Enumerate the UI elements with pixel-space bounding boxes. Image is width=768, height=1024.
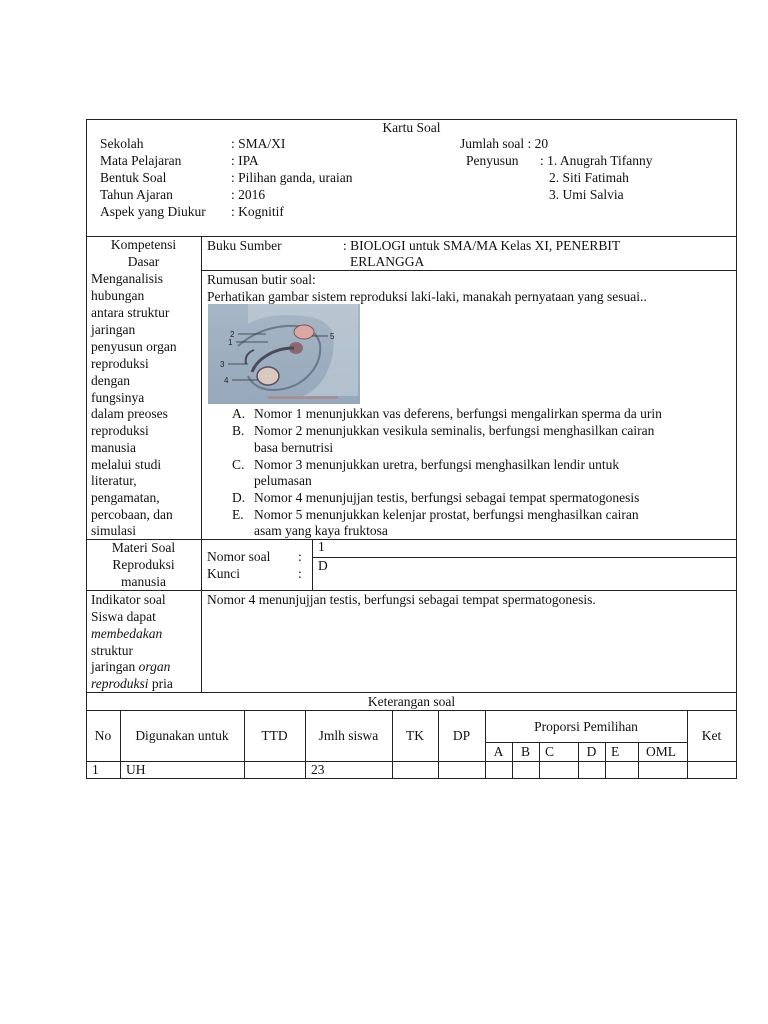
kompetensi-line: literatur, (91, 473, 137, 488)
materi-line: Materi Soal (111, 540, 176, 555)
kompetensi-line: reproduksi (91, 356, 149, 371)
indikator-line: jaringan organ (91, 659, 171, 674)
indikator-line: Indikator soal (91, 592, 166, 607)
kompetensi-line: melalui studi (91, 457, 162, 472)
sub-d: D (586, 744, 597, 759)
sub-c: C (545, 744, 555, 759)
sekolah-label: Sekolah (100, 136, 144, 151)
kompetensi-line: penyusun organ (91, 339, 177, 354)
row-digunakan: UH (126, 762, 146, 777)
sub-a: A (493, 744, 504, 759)
image-label: 5 (330, 332, 335, 341)
keterangan-title: Keterangan soal (367, 694, 456, 709)
kunci-colon: : (298, 566, 302, 581)
option-b-cont: basa bernutrisi (254, 440, 334, 455)
kunci-label: Kunci (207, 566, 240, 581)
row-no: 1 (92, 762, 99, 777)
col-ket: Ket (701, 728, 722, 743)
col-digunakan: Digunakan untuk (135, 728, 229, 743)
rumusan-label: Rumusan butir soal: (207, 272, 316, 287)
kompetensi-line: antara struktur (91, 305, 170, 320)
kompetensi-line: manusia (91, 440, 136, 455)
mapel-label: Mata Pelajaran (100, 153, 182, 168)
indikator-line: Siswa dapat (91, 609, 156, 624)
kompetensi-line: dengan (91, 373, 130, 388)
aspek-value: : Kognitif (231, 204, 284, 219)
materi-line: Reproduksi (112, 557, 175, 572)
kunci-value: D (318, 558, 328, 573)
image-label: 4 (224, 376, 229, 385)
kompetensi-line: Menganalisis (91, 271, 163, 286)
buku-label: Buku Sumber (207, 238, 282, 253)
kompetensi-line: fungsinya (91, 390, 145, 405)
question-text: Perhatikan gambar sistem reproduksi laki-laki, manakah pernyataan yang sesuai.. (207, 289, 647, 304)
image-label: 2 (230, 330, 235, 339)
buku-value-1: : BIOLOGI untuk SMA/MA Kelas XI, PENERBIT (343, 238, 621, 253)
image-label: 3 (220, 360, 225, 369)
card-title: Kartu Soal (382, 120, 441, 135)
kompetensi-line: percobaan, dan (91, 507, 173, 522)
kompetensi-line: jaringan (91, 322, 136, 337)
col-ttd: TTD (261, 728, 288, 743)
sub-e: E (611, 744, 620, 759)
kompetensi-line: pengamatan, (91, 490, 160, 505)
bentuk-value: : Pilihan ganda, uraian (231, 170, 353, 185)
option-c-cont: pelumasan (254, 473, 312, 488)
reproductive-diagram (208, 304, 360, 404)
nomor-soal-label: Nomor soal (207, 549, 271, 564)
col-tk: TK (406, 728, 424, 743)
sub-oml: OML (646, 744, 676, 759)
kompetensi-line: hubungan (91, 288, 145, 303)
col-jumlah: Jmlh siswa (318, 728, 379, 743)
nomor-soal-colon: : (298, 549, 302, 564)
indikator-text: Nomor 4 menunjujjan testis, berfungsi sebagai tempat spermatogonesis. (207, 592, 596, 607)
penyusun-3: 3. Umi Salvia (549, 187, 624, 202)
reproductive-system-image (208, 304, 360, 404)
kompetensi-line: simulasi (91, 523, 137, 538)
tahun-label: Tahun Ajaran (100, 187, 173, 202)
kompetensi-line: dalam preoses (91, 406, 168, 421)
indikator-line: reproduksi pria (91, 676, 173, 691)
mapel-value: : IPA (231, 153, 259, 168)
materi-line: manusia (121, 574, 166, 589)
col-proporsi: Proporsi Pemilihan (534, 719, 638, 734)
row-jumlah: 23 (311, 762, 325, 777)
indikator-line: struktur (91, 643, 133, 658)
option-e-cont: asam yang kaya fruktosa (254, 523, 388, 538)
aspek-label: Aspek yang Diukur (100, 204, 206, 219)
col-no: No (94, 728, 112, 743)
indikator-line: membedakan (91, 626, 163, 641)
image-label: 1 (228, 338, 233, 347)
penyusun-2: 2. Siti Fatimah (549, 170, 629, 185)
kompetensi-header-2: Dasar (127, 254, 160, 269)
bentuk-label: Bentuk Soal (100, 170, 167, 185)
buku-value-2: ERLANGGA (350, 254, 425, 269)
sub-b: B (520, 744, 530, 759)
col-dp: DP (452, 728, 471, 743)
nomor-soal-value: 1 (318, 539, 325, 554)
penyusun-label: Penyusun (466, 153, 519, 168)
kompetensi-line: reproduksi (91, 423, 149, 438)
tahun-value: : 2016 (231, 187, 266, 202)
jumlah-soal: Jumlah soal : 20 (460, 136, 549, 151)
sekolah-value: : SMA/XI (231, 136, 286, 151)
penyusun-1: : 1. Anugrah Tifanny (540, 153, 653, 168)
kompetensi-header-1: Kompetensi (110, 237, 177, 252)
